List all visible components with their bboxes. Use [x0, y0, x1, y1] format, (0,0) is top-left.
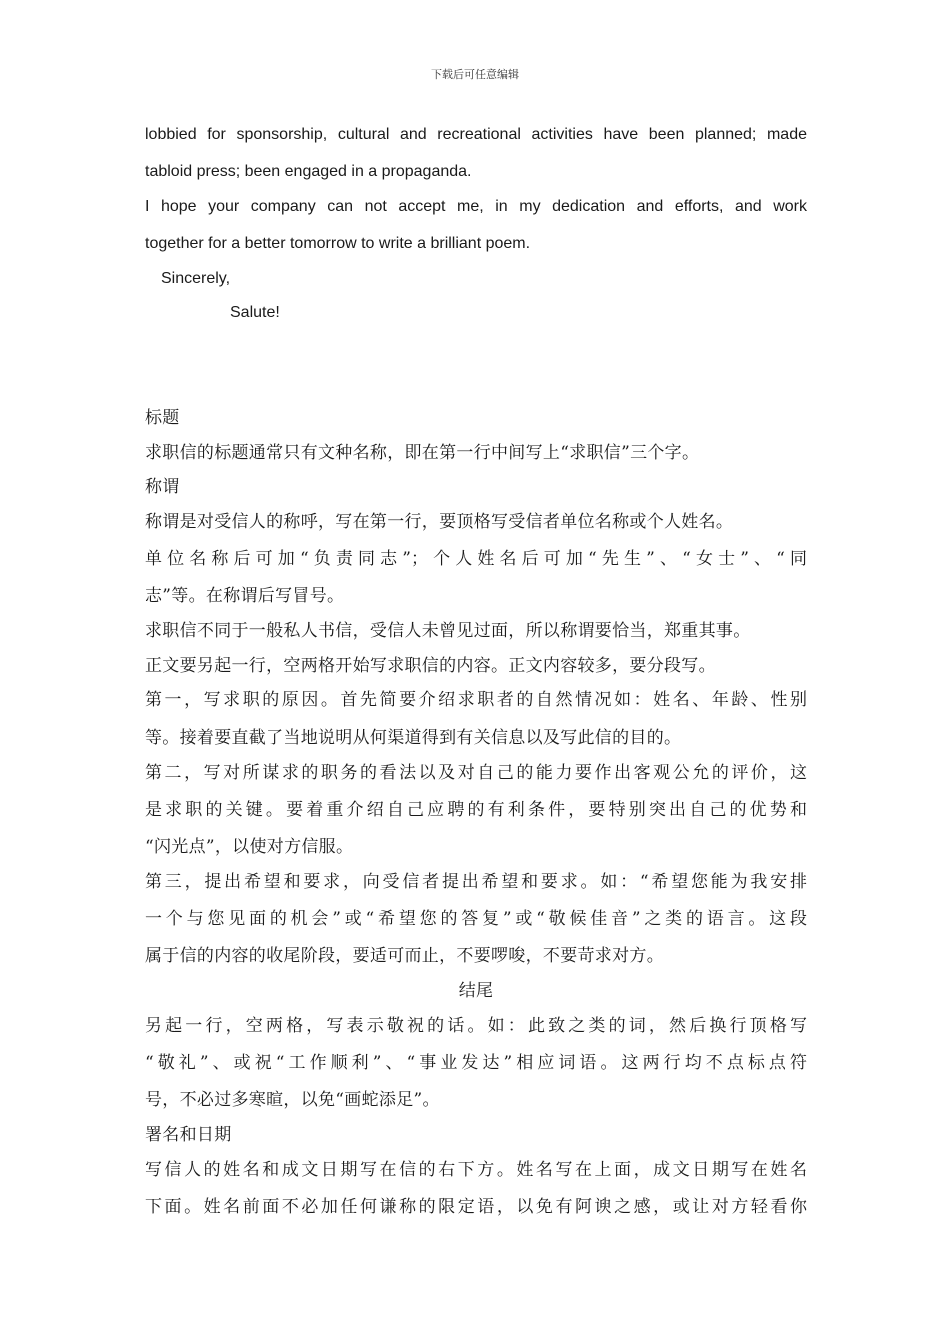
letter-line: tabloid press; been engaged in a propaganda. [145, 163, 472, 180]
paragraph-line: 另起一行，空两格，写表示敬祝的话。如：此致之类的词，然后换行顶格写 [145, 1016, 807, 1036]
letter-line: together for a better tomorrow to write a brilliant poem. [145, 235, 531, 252]
paragraph-line: 求职信的标题通常只有文种名称，即在第一行中间写上“求职信”三个字。 [145, 443, 700, 463]
paragraph-line: 第二，写对所谋求的职务的看法以及对自己的能力要作出客观公允的评价，这 [145, 763, 807, 783]
letter-line: I hope your company can not accept me, in my dedication and efforts, and work [145, 198, 807, 215]
paragraph-line: 一个与您见面的机会”或“希望您的答复”或“敬候佳音”之类的语言。这段 [145, 909, 807, 929]
section-heading: 署名和日期 [145, 1125, 232, 1145]
paragraph-line: 求职信不同于一般私人书信，受信人未曾见过面，所以称谓要恰当，郑重其事。 [145, 621, 751, 641]
paragraph-line: 志”等。在称谓后写冒号。 [145, 586, 345, 606]
letter-closing: Sincerely, [161, 270, 231, 287]
paragraph-line: 号，不必过多寒暄，以免“画蛇添足”。 [145, 1090, 440, 1110]
letter-line: lobbied for sponsorship, cultural and recreational activities have been planned; made [145, 126, 807, 143]
paragraph-line: 写信人的姓名和成文日期写在信的右下方。姓名写在上面，成文日期写在姓名 [145, 1160, 807, 1180]
paragraph-line: 等。接着要直截了当地说明从何渠道得到有关信息以及写此信的目的。 [145, 728, 682, 748]
paragraph-line: 是求职的关键。要着重介绍自己应聘的有利条件，要特别突出自己的优势和 [145, 800, 807, 820]
paragraph-line: 第一，写求职的原因。首先简要介绍求职者的自然情况如：姓名、年龄、性别 [145, 690, 807, 710]
paragraph-line: 属于信的内容的收尾阶段，要适可而止，不要啰唆，不要苛求对方。 [145, 946, 664, 966]
paragraph-line: 正文要另起一行，空两格开始写求职信的内容。正文内容较多，要分段写。 [145, 656, 716, 676]
paragraph-line: 称谓是对受信人的称呼，写在第一行，要顶格写受信者单位名称或个人姓名。 [145, 512, 734, 532]
paragraph-line: 单位名称后可加“负责同志”；个人姓名后可加“先生”、“女士”、“同 [145, 549, 807, 569]
paragraph-line: 第三，提出希望和要求，向受信者提出希望和要求。如：“希望您能为我安排 [145, 872, 807, 892]
paragraph-line: “敬礼”、或祝“工作顺利”、“事业发达”相应词语。这两行均不点标点符 [145, 1053, 807, 1073]
paragraph-line: “闪光点”，以使对方信服。 [145, 837, 354, 857]
letter-salute: Salute! [230, 304, 280, 321]
section-heading: 称谓 [145, 477, 180, 497]
section-heading: 结尾 [458, 981, 494, 1001]
section-heading: 标题 [145, 408, 180, 428]
paragraph-line: 下面。姓名前面不必加任何谦称的限定语，以免有阿谀之感，或让对方轻看你 [145, 1197, 807, 1217]
page-header: 下载后可任意编辑 [431, 68, 519, 81]
